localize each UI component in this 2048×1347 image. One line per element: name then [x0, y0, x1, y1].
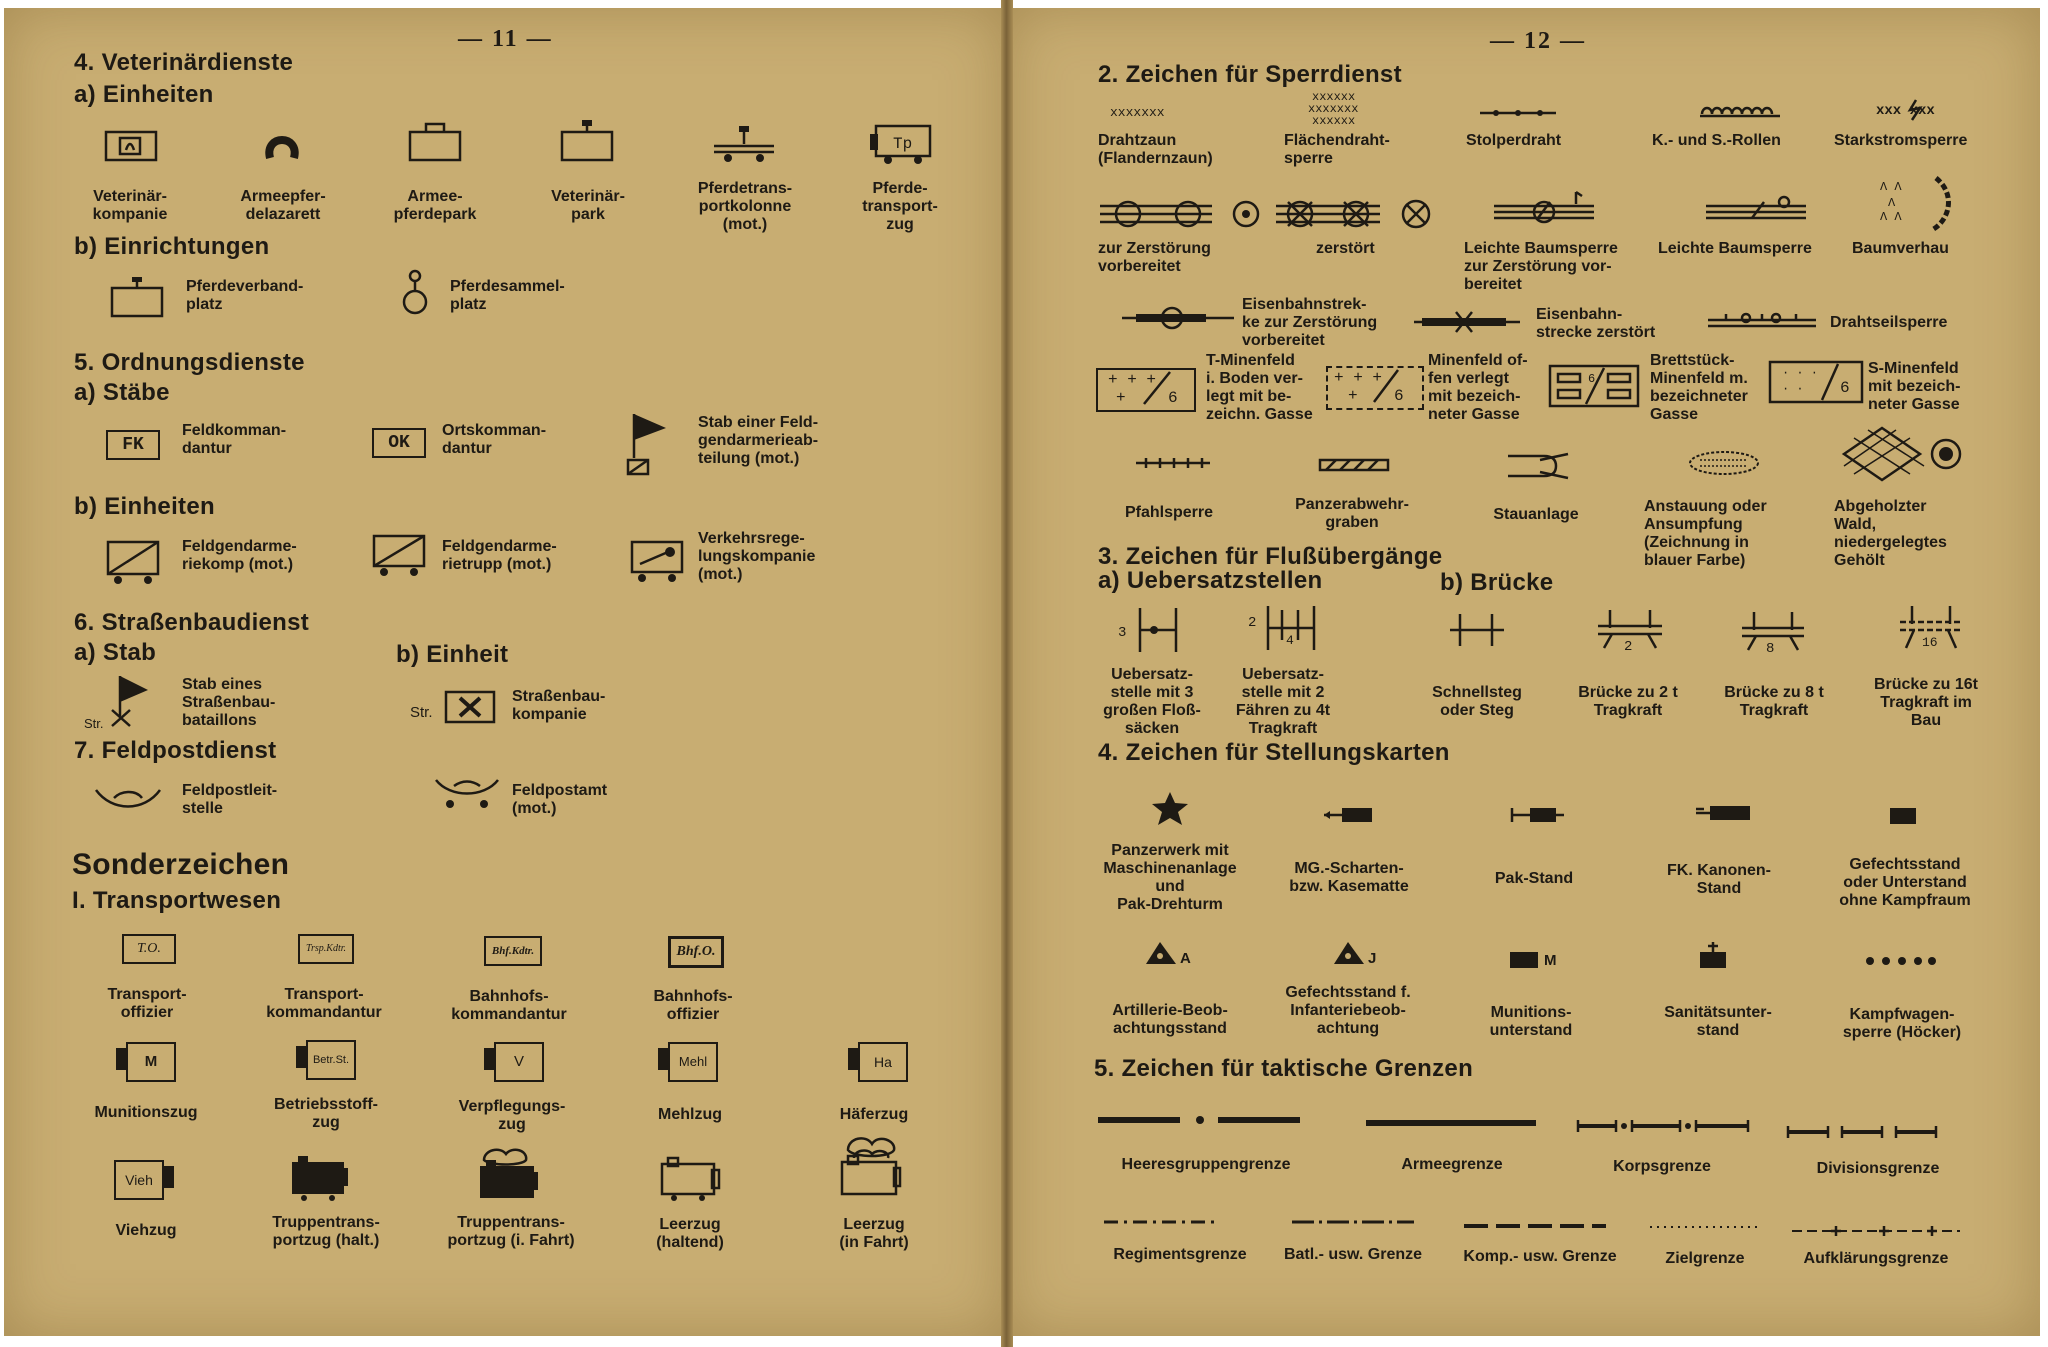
- transport-office-label: Bahnhofs- kommandantur: [451, 988, 567, 1023]
- reconnaissance-border-line: [1790, 1224, 1962, 1238]
- barrier-label: Anstauung oder Ansumpfung (Zeichnung in blauer Farbe): [1644, 498, 1767, 569]
- flour-train-icon: [658, 1042, 720, 1086]
- svg-text:+: +: [1348, 387, 1358, 405]
- svg-text:· ·: · ·: [1782, 382, 1804, 396]
- division-border-line: [1786, 1124, 1940, 1140]
- minefield-number: 6: [1168, 389, 1178, 407]
- svg-text:Λ Λ: Λ Λ: [1880, 210, 1902, 224]
- section-order-title: 5. Ordnungsdienste: [74, 349, 305, 376]
- artillery-observation-icon: [1144, 940, 1178, 966]
- open-minefield-markings: [1330, 368, 1416, 404]
- board-minefield-icon: [1548, 364, 1640, 410]
- vet-unit-label: Veterinär- park: [551, 188, 625, 223]
- dam-icon: [1506, 450, 1574, 478]
- border-label: Heeresgruppengrenze: [1121, 1156, 1291, 1173]
- section-river-a: a) Uebersatzstellen: [1098, 567, 1323, 594]
- position-label: Pak-Stand: [1494, 870, 1574, 887]
- barrier-label: Brettstück- Minenfeld m. bezeichneter Gasse: [1650, 352, 1748, 423]
- anti-tank-ditch-icon: [1318, 458, 1390, 474]
- traffic-control-company-icon: [628, 540, 686, 584]
- order-unit-label: Verkehrsrege- lungskompanie (mot.): [698, 530, 816, 583]
- vet-facility-label: Pferdesammel- platz: [450, 278, 565, 313]
- svg-text:Λ Λ: Λ Λ: [1880, 180, 1902, 194]
- train-label: Truppentrans- portzug (halt.): [272, 1214, 380, 1249]
- field-gendarmerie-company-icon: [104, 540, 162, 584]
- train-code: Betr.St.: [306, 1040, 356, 1080]
- river-label: Brücke zu 8 t Tragkraft: [1724, 684, 1824, 719]
- svg-text:6: 6: [1840, 379, 1850, 397]
- river-label: Uebersatz- stelle mit 3 großen Floß- säcken: [1103, 666, 1201, 737]
- flooding-icon: [1686, 448, 1762, 478]
- empty-train-moving-icon: [838, 1132, 904, 1204]
- vet-facility-label: Pferdeverband- platz: [186, 278, 304, 313]
- border-label: Korpsgrenze: [1613, 1158, 1711, 1175]
- footbridge-icon: [1446, 610, 1508, 650]
- barrier-label: Drahtzaun (Flandernzaun): [1098, 132, 1213, 167]
- order-staff-label: Ortskomman- dantur: [442, 422, 547, 457]
- train-label: Truppentrans- portzug (i. Fahrt): [447, 1214, 575, 1249]
- railway-destroyed-icon: [1412, 310, 1522, 334]
- infantry-observation-icon: [1332, 940, 1366, 966]
- position-code: J: [1368, 950, 1377, 967]
- border-label: Regimentsgrenze: [1113, 1246, 1247, 1263]
- transport-command-icon: Trsp.Kdtr.: [298, 934, 354, 964]
- page-number-left: — 11 —: [458, 26, 553, 52]
- river-number: 16: [1922, 635, 1938, 650]
- barrier-label: zur Zerstörung vorbereitet: [1098, 240, 1211, 275]
- station-officer-icon: Bhf.O.: [668, 936, 724, 968]
- gendarmerie-staff-flag-icon: [626, 410, 672, 478]
- t-minefield-markings: [1100, 370, 1188, 406]
- book-spine: [1001, 0, 1013, 1347]
- position-label: Panzerwerk mit Maschinenanlage und Pak-Drehturm: [1103, 842, 1237, 913]
- train-code: Vieh: [114, 1160, 164, 1200]
- river-number: 2: [1248, 615, 1257, 631]
- barrier-label: Minenfeld of- fen verlegt mit bezeich- neter Gasse: [1428, 352, 1528, 423]
- battalion-border-line: [1290, 1218, 1416, 1226]
- s-minefield-icon: [1768, 360, 1864, 406]
- barrier-label: Starkstromsperre: [1834, 132, 1968, 149]
- train-label: Betriebsstoff- zug: [273, 1096, 378, 1131]
- river-label: Brücke zu 2 t Tragkraft: [1578, 684, 1678, 719]
- border-label: Komp.- usw. Grenze: [1463, 1248, 1617, 1265]
- border-label: Zielgrenze: [1665, 1250, 1745, 1267]
- svg-text:xxx xxx: xxx xxx: [1876, 103, 1935, 119]
- vet-unit-label: Pferde- transport- zug: [862, 180, 938, 233]
- horseshoe-icon: [262, 124, 302, 164]
- section-road-b: b) Einheit: [396, 641, 509, 668]
- section-position-title: 4. Zeichen für Stellungskarten: [1098, 739, 1450, 766]
- transport-office-label: Bahnhofs- offizier: [653, 988, 733, 1023]
- section-road-title: 6. Straßenbaudienst: [74, 609, 310, 636]
- page-number-right: — 12 —: [1490, 28, 1586, 54]
- area-wire-obstacle-icon: [1308, 90, 1394, 130]
- horse-transport-column-icon: [712, 122, 776, 162]
- section-veterinary-b: b) Einrichtungen: [74, 233, 270, 260]
- section-veterinary-a: a) Einheiten: [74, 81, 214, 108]
- post-office-mot-icon: [432, 774, 502, 810]
- barrier-label: Stauanlage: [1493, 506, 1579, 523]
- section-river-title: 3. Zeichen für Flußübergänge: [1098, 543, 1443, 570]
- section-veterinary-title: 4. Veterinärdienste: [74, 49, 294, 76]
- veterinary-park-icon: [560, 118, 614, 164]
- troop-train-moving-icon: [476, 1144, 542, 1204]
- army-border-line: [1364, 1118, 1538, 1128]
- river-label: Brücke zu 16t Tragkraft im Bau: [1873, 676, 1979, 729]
- pile-obstacle-icon: [1134, 456, 1212, 470]
- army-group-border-line: [1096, 1114, 1302, 1126]
- command-post-icon: [1888, 806, 1918, 826]
- bridge-8t-icon: [1740, 606, 1806, 658]
- supply-train-icon: [484, 1042, 546, 1086]
- svg-text:6: 6: [1588, 372, 1596, 386]
- prepared-demolition-icon: [1098, 196, 1264, 232]
- transport-title: I. Transportwesen: [72, 887, 282, 914]
- train-label: Häferzug: [839, 1106, 909, 1123]
- transport-office-label: Transport- kommandantur: [266, 986, 382, 1021]
- section-barrier-title: 2. Zeichen für Sperrdienst: [1098, 61, 1402, 88]
- barrier-label: Pfahlsperre: [1124, 504, 1214, 521]
- svg-text:Tp: Tp: [893, 135, 913, 153]
- anti-tank-gun-position-icon: [1510, 804, 1566, 826]
- veterinary-company-icon: [104, 128, 158, 164]
- post-horn-icon: [92, 782, 164, 810]
- barrier-label: Leichte Baumsperre zur Zerstörung vor- bereitet: [1464, 240, 1618, 293]
- position-code: A: [1180, 950, 1191, 967]
- road-code-label: Str.: [84, 716, 104, 731]
- train-code: M: [126, 1042, 176, 1082]
- ferry-crossing-2-icon: [1246, 600, 1320, 656]
- road-company-icon: [444, 690, 496, 726]
- position-label: FK. Kanonen- Stand: [1667, 862, 1771, 897]
- order-unit-label: Feldgendarme- riekomp (mot.): [182, 538, 297, 573]
- section-border-title: 5. Zeichen für taktische Grenzen: [1094, 1055, 1474, 1082]
- armored-work-icon: [1150, 790, 1190, 828]
- horse-transport-train-icon: [868, 116, 934, 164]
- bridge-16t-construction-icon: [1898, 600, 1964, 656]
- railway-prepared-demolition-icon: [1120, 306, 1236, 330]
- horse-collection-point-icon: [400, 266, 430, 316]
- border-label: Divisionsgrenze: [1816, 1160, 1940, 1177]
- train-label: Verpflegungs- zug: [458, 1098, 566, 1133]
- border-label: Aufklärungsgrenze: [1803, 1250, 1949, 1267]
- border-label: Armeegrenze: [1401, 1156, 1503, 1173]
- position-label: Kampfwagen- sperre (Höcker): [1842, 1006, 1962, 1041]
- local-command-icon: OK: [372, 428, 426, 458]
- light-tree-obstacle-prepared-icon: [1490, 188, 1600, 228]
- train-label: Viehzug: [115, 1222, 177, 1239]
- army-horse-park-icon: [408, 120, 462, 164]
- transport-office-label: Transport- offizier: [107, 986, 187, 1021]
- barrier-label: Stolperdraht: [1466, 132, 1562, 149]
- fuel-train-icon: [296, 1040, 358, 1084]
- section-order-a: a) Stäbe: [74, 379, 170, 406]
- barrier-label: Leichte Baumsperre: [1658, 240, 1812, 257]
- river-number: 4: [1286, 633, 1294, 648]
- river-number: 8: [1766, 641, 1775, 657]
- vet-unit-label: Armee- pferdepark: [393, 188, 477, 223]
- barrier-label: zerstört: [1316, 240, 1375, 257]
- barrier-label: Panzerabwehr- graben: [1295, 496, 1409, 531]
- barrier-label: Flächendraht- sperre: [1284, 132, 1390, 167]
- vet-unit-label: Pferdetrans- portkolonne (mot.): [697, 180, 793, 233]
- section-post-title: 7. Feldpostdienst: [74, 737, 277, 764]
- transport-officer-icon: T.O.: [122, 934, 176, 964]
- river-number: 3: [1118, 625, 1127, 641]
- cattle-train-icon: [114, 1160, 176, 1204]
- horse-aid-station-icon: [110, 276, 164, 318]
- vet-unit-label: Veterinär- kompanie: [92, 188, 168, 223]
- svg-text:xxxxxx: xxxxxx: [1312, 90, 1356, 104]
- svg-text:+ + +: + + +: [1334, 369, 1383, 387]
- post-item-label: Feldpostleit- stelle: [182, 782, 278, 817]
- svg-text:+: +: [1116, 389, 1126, 407]
- train-label: Mehlzug: [658, 1106, 722, 1123]
- border-label: Batl.- usw. Grenze: [1283, 1246, 1423, 1263]
- troop-train-halted-icon: [288, 1154, 350, 1202]
- field-gendarmerie-troop-icon: [370, 534, 428, 578]
- corps-border-line: [1576, 1118, 1750, 1134]
- position-code: M: [1544, 952, 1557, 969]
- river-number: 2: [1624, 639, 1633, 655]
- barrier-label: K.- und S.-Rollen: [1652, 132, 1781, 149]
- wire-roll-icon: [1698, 102, 1782, 120]
- road-staff-label: Stab eines Straßenbau- bataillons: [182, 676, 276, 729]
- river-label: Uebersatz- stelle mit 2 Fähren zu 4t Tragkraft: [1235, 666, 1331, 737]
- road-code-label: Str.: [410, 704, 433, 721]
- tripwire-icon: [1478, 106, 1558, 120]
- position-label: Artillerie-Beob- achtungsstand: [1112, 1002, 1228, 1037]
- ferry-crossing-rafts-icon: [1116, 602, 1186, 658]
- svg-text:· · ·: · · ·: [1782, 366, 1819, 380]
- barrier-label: Baumverhau: [1852, 240, 1949, 257]
- bridge-2t-icon: [1596, 604, 1664, 656]
- svg-text:Λ: Λ: [1888, 196, 1896, 210]
- order-staff-label: Feldkomman- dantur: [182, 422, 287, 457]
- wire-fence-icon: [1110, 104, 1194, 120]
- train-label: Leerzug (in Fahrt): [839, 1216, 909, 1251]
- medical-shelter-icon: [1696, 940, 1730, 970]
- barrier-label: Drahtseilsperre: [1830, 314, 1948, 331]
- barrier-label: S-Minenfeld mit bezeich- neter Gasse: [1868, 360, 1961, 413]
- train-code: V: [494, 1042, 544, 1082]
- svg-text:6: 6: [1394, 387, 1404, 405]
- barrier-label: Eisenbahn- strecke zerstört: [1536, 306, 1656, 341]
- field-command-icon: FK: [106, 430, 160, 460]
- wire-rope-obstacle-icon: [1706, 308, 1818, 332]
- abatis-icon: [1876, 174, 1960, 234]
- train-label: Leerzug (haltend): [656, 1216, 724, 1251]
- position-label: Munitions- unterstand: [1489, 1004, 1573, 1039]
- river-label: Schnellsteg oder Steg: [1432, 684, 1522, 719]
- position-label: Gefechtsstand oder Unterstand ohne Kampfraum: [1839, 856, 1971, 909]
- light-tree-obstacle-icon: [1702, 188, 1812, 228]
- road-unit-label: Straßenbau- kompanie: [512, 688, 606, 723]
- tank-obstacle-icon: [1864, 954, 1936, 968]
- section-order-b: b) Einheiten: [74, 493, 215, 520]
- high-voltage-obstacle-icon: [1876, 98, 1958, 120]
- svg-text:xxxxxx: xxxxxx: [1312, 114, 1356, 128]
- ammunition-train-icon: [116, 1042, 178, 1086]
- special-signs-title: Sonderzeichen: [72, 848, 290, 881]
- barrier-label: Eisenbahnstrek- ke zur Zerstörung vorbereitet: [1242, 296, 1378, 349]
- station-command-icon: Bhf.Kdtr.: [484, 936, 542, 966]
- regiment-border-line: [1102, 1218, 1218, 1226]
- train-code: Mehl: [668, 1042, 718, 1082]
- company-border-line: [1462, 1222, 1608, 1230]
- target-border-line: [1648, 1224, 1762, 1230]
- position-label: Sanitätsunter- stand: [1664, 1004, 1772, 1039]
- position-label: MG.-Scharten- bzw. Kasematte: [1289, 860, 1409, 895]
- order-staff-label: Stab einer Feld- gendarmerieab- teilung (mot.): [698, 414, 819, 467]
- train-code: Ha: [858, 1042, 908, 1082]
- mg-embrasure-icon: [1322, 804, 1376, 826]
- field-gun-position-icon: [1694, 802, 1754, 824]
- barrier-label: T-Minenfeld i. Boden ver- legt mit be- zeichn. Gasse: [1206, 352, 1313, 423]
- vet-unit-label: Armeepfer- delazarett: [240, 188, 326, 223]
- section-road-a: a) Stab: [74, 639, 157, 666]
- ammunition-shelter-icon: [1508, 950, 1540, 970]
- position-label: Gefechtsstand f. Infanteriebeob- achtung: [1285, 984, 1411, 1037]
- empty-train-halted-icon: [658, 1156, 722, 1202]
- felled-forest-icon: [1840, 426, 1966, 482]
- svg-text:xxxxxxx: xxxxxxx: [1308, 102, 1359, 116]
- train-label: Munitionszug: [94, 1104, 198, 1121]
- post-item-label: Feldpostamt (mot.): [512, 782, 608, 817]
- oat-train-icon: [848, 1042, 910, 1086]
- barrier-label: Abgeholzter Wald, niedergelegtes Gehölt: [1834, 498, 1947, 569]
- road-staff-flag-icon: [108, 672, 154, 732]
- section-river-b: b) Brücke: [1440, 569, 1554, 596]
- order-unit-label: Feldgendarme- rietrupp (mot.): [442, 538, 557, 573]
- svg-text:+ + +: + + +: [1108, 371, 1157, 389]
- svg-text:xxxxxxx: xxxxxxx: [1110, 105, 1165, 120]
- destroyed-icon: [1274, 196, 1434, 232]
